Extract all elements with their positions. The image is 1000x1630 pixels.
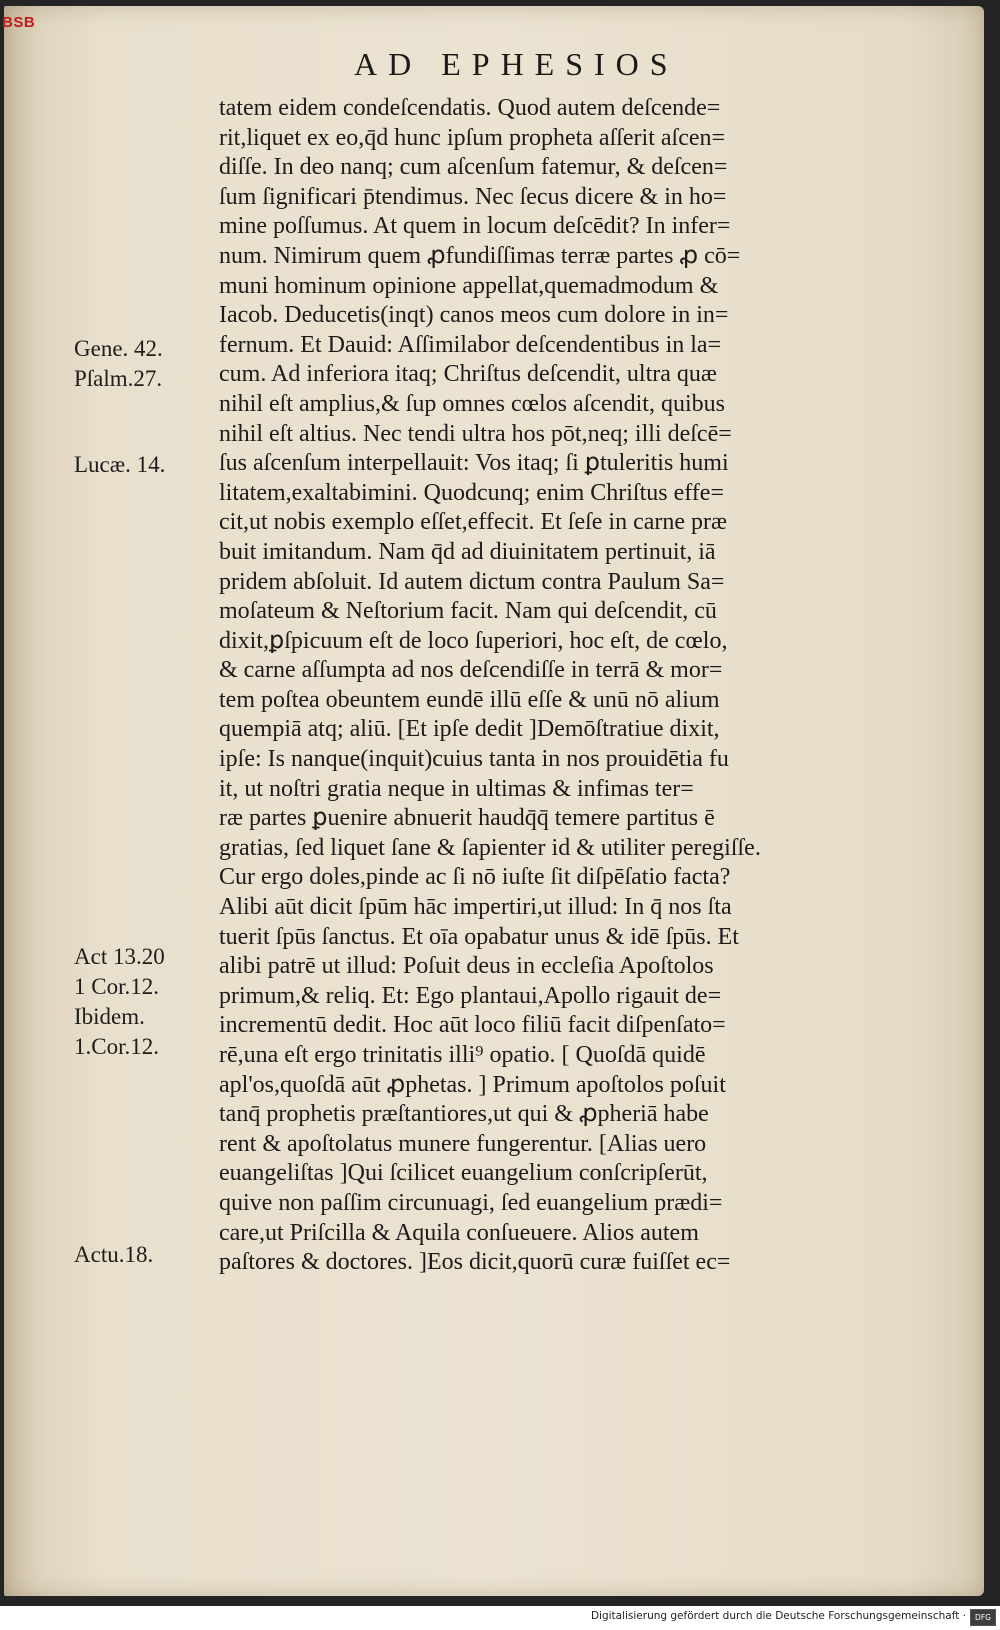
text-line: rē,una eſt ergo trinitatis illi⁹ opatio. [ Quoſdā quidē — [219, 1042, 706, 1068]
text-line: cit,ut nobis exemplo eſſet,effecit. Et ſeſe in carne præ — [219, 509, 728, 536]
text-line: ipſe: Is nanque(inquit)cuius tanta in nos prouidētia fu — [219, 746, 729, 773]
text-line: tuerit ſpūs ſanctus. Et oīa opabatur unus & idē ſpūs. Et — [219, 923, 739, 950]
text-line: cum. Ad inferiora itaq; Chriſtus deſcendit, ultra quæ — [219, 361, 717, 388]
text-line: moſateum & Neſtorium facit. Nam qui deſcendit, cū — [219, 598, 717, 625]
text-line: tanq̄ prophetis præſtantiores,ut qui & ꝓpheriā habe — [219, 1101, 709, 1128]
text-line: nihil eſt altius. Nec tendi ultra hos pōt,neq; illi deſcē= — [219, 420, 732, 447]
text-line: ſum ſignificari p̄tendimus. Nec ſecus dicere & in ho= — [219, 183, 727, 210]
margin-note: 1.Cor.12. — [74, 1034, 159, 1059]
dfg-logo-icon: DFG — [970, 1609, 996, 1626]
text-line: num. Nimirum quem ꝓfundiſſimas terræ partes ꝓ cō= — [219, 242, 741, 269]
margin-note: 1 Cor.12. — [74, 974, 159, 999]
footer-credit: Digitalisierung gefördert durch die Deutsche Forschungsgemeinschaft · — [590, 1610, 966, 1622]
text-line: primum,& reliq. Et: Ego plantaui,Apollo rigauit de= — [219, 982, 722, 1009]
text-line: quive non paſſim circunuagi, ſed euangelium prædi= — [219, 1189, 723, 1216]
text-line: pridem abſoluit. Id autem dictum contra Paulum Sa= — [219, 568, 725, 595]
text-line: ſus aſcenſum interpellauit: Vos itaq; ſi ꝑtuleritis humi — [219, 450, 729, 477]
margin-note: Actu.18. — [74, 1242, 154, 1267]
text-line: rent & apoſtolatus munere fungerentur. [Alias uero — [219, 1130, 707, 1157]
text-line: nihil eſt amplius,& ſup omnes cœlos aſcendit, quibus — [219, 390, 725, 417]
body-text — [219, 94, 904, 1278]
margin-note: Ibidem. — [74, 1004, 145, 1029]
text-line: quempiā atq; aliū. [Et ipſe dedit ]Demōſtratiue dixit, — [219, 716, 720, 743]
text-line: it, ut noſtri gratia neque in ultimas & infimas ter= — [219, 775, 694, 802]
text-line: paſtores & doctores. ]Eos dicit,quorū curæ fuiſſet ec= — [219, 1249, 731, 1276]
text-line: Iacob. Deducetis(inqt) canos meos cum dolore in in= — [219, 302, 729, 329]
text-line: gratias, ſed liquet ſane & ſapienter id & utiliter peregiſſe. — [219, 834, 761, 861]
text-line: litatem,exaltabimini. Quodcunq; enim Chriſtus effe= — [219, 479, 724, 506]
margin-note: Pſalm.27. — [74, 366, 163, 391]
bsb-stamp: BSB — [2, 14, 36, 31]
text-line: tatem eidem condeſcendatis. Quod autem deſcende= — [219, 95, 721, 121]
text-line: Alibi aūt dicit ſpūm hāc impertiri,ut illud: In q̄ nos ſta — [219, 894, 732, 921]
text-line: alibi patrē ut illud: Poſuit deus in eccleſia Apoſtolos — [219, 953, 714, 980]
text-line: tem poſtea obeuntem eundē illū eſſe & unū nō alium — [219, 686, 720, 713]
margin-note: Act 13.20 — [74, 944, 165, 969]
text-line: ræ partes ꝑuenire abnuerit haudq̄q̄ temere partitus ē — [219, 805, 715, 832]
running-head: AD EPHESIOS — [354, 46, 679, 82]
book-leaf — [4, 6, 984, 1596]
text-line: & carne aſſumpta ad nos deſcendiſſe in terrā & mor= — [219, 657, 723, 684]
text-line: mine poſſumus. At quem in locum deſcēdit? In infer= — [219, 213, 731, 240]
text-line: rit,liquet ex eo,q̄d hunc ipſum propheta aſſerit aſcen= — [219, 124, 726, 151]
text-line: muni hominum opinione appellat,quemadmodum & — [219, 272, 719, 299]
margin-note: Lucæ. 14. — [74, 452, 166, 477]
text-line: buit imitandum. Nam q̄d ad diuinitatem pertinuit, iā — [219, 538, 716, 565]
margin-note: Gene. 42. — [74, 336, 163, 361]
text-line: diſſe. In deo nanq; cum aſcenſum fatemur, & deſcen= — [219, 154, 728, 181]
text-line: euangeliſtas ]Qui ſcilicet euangelium conſcripſerūt, — [219, 1160, 708, 1187]
text-line: apl'os,quoſdā aūt ꝓphetas. ] Primum apoſtolos poſuit — [219, 1071, 726, 1098]
text-line: fernum. Et Dauid: Aſſimilabor deſcendentibus in la= — [219, 331, 722, 358]
text-line: incrementū dedit. Hoc aūt loco filiū facit diſpenſato= — [219, 1012, 726, 1039]
digitization-footer — [0, 1606, 1000, 1630]
text-line: care,ut Priſcilla & Aquila conſueuere. Alios autem — [219, 1219, 699, 1246]
text-line: Cur ergo doles,pinde ac ſi nō iuſte ſit diſpēſatio facta? — [219, 864, 731, 891]
text-line: dixit,ꝑſpicuum eſt de loco ſuperiori, hoc eſt, de cœlo, — [219, 627, 728, 654]
